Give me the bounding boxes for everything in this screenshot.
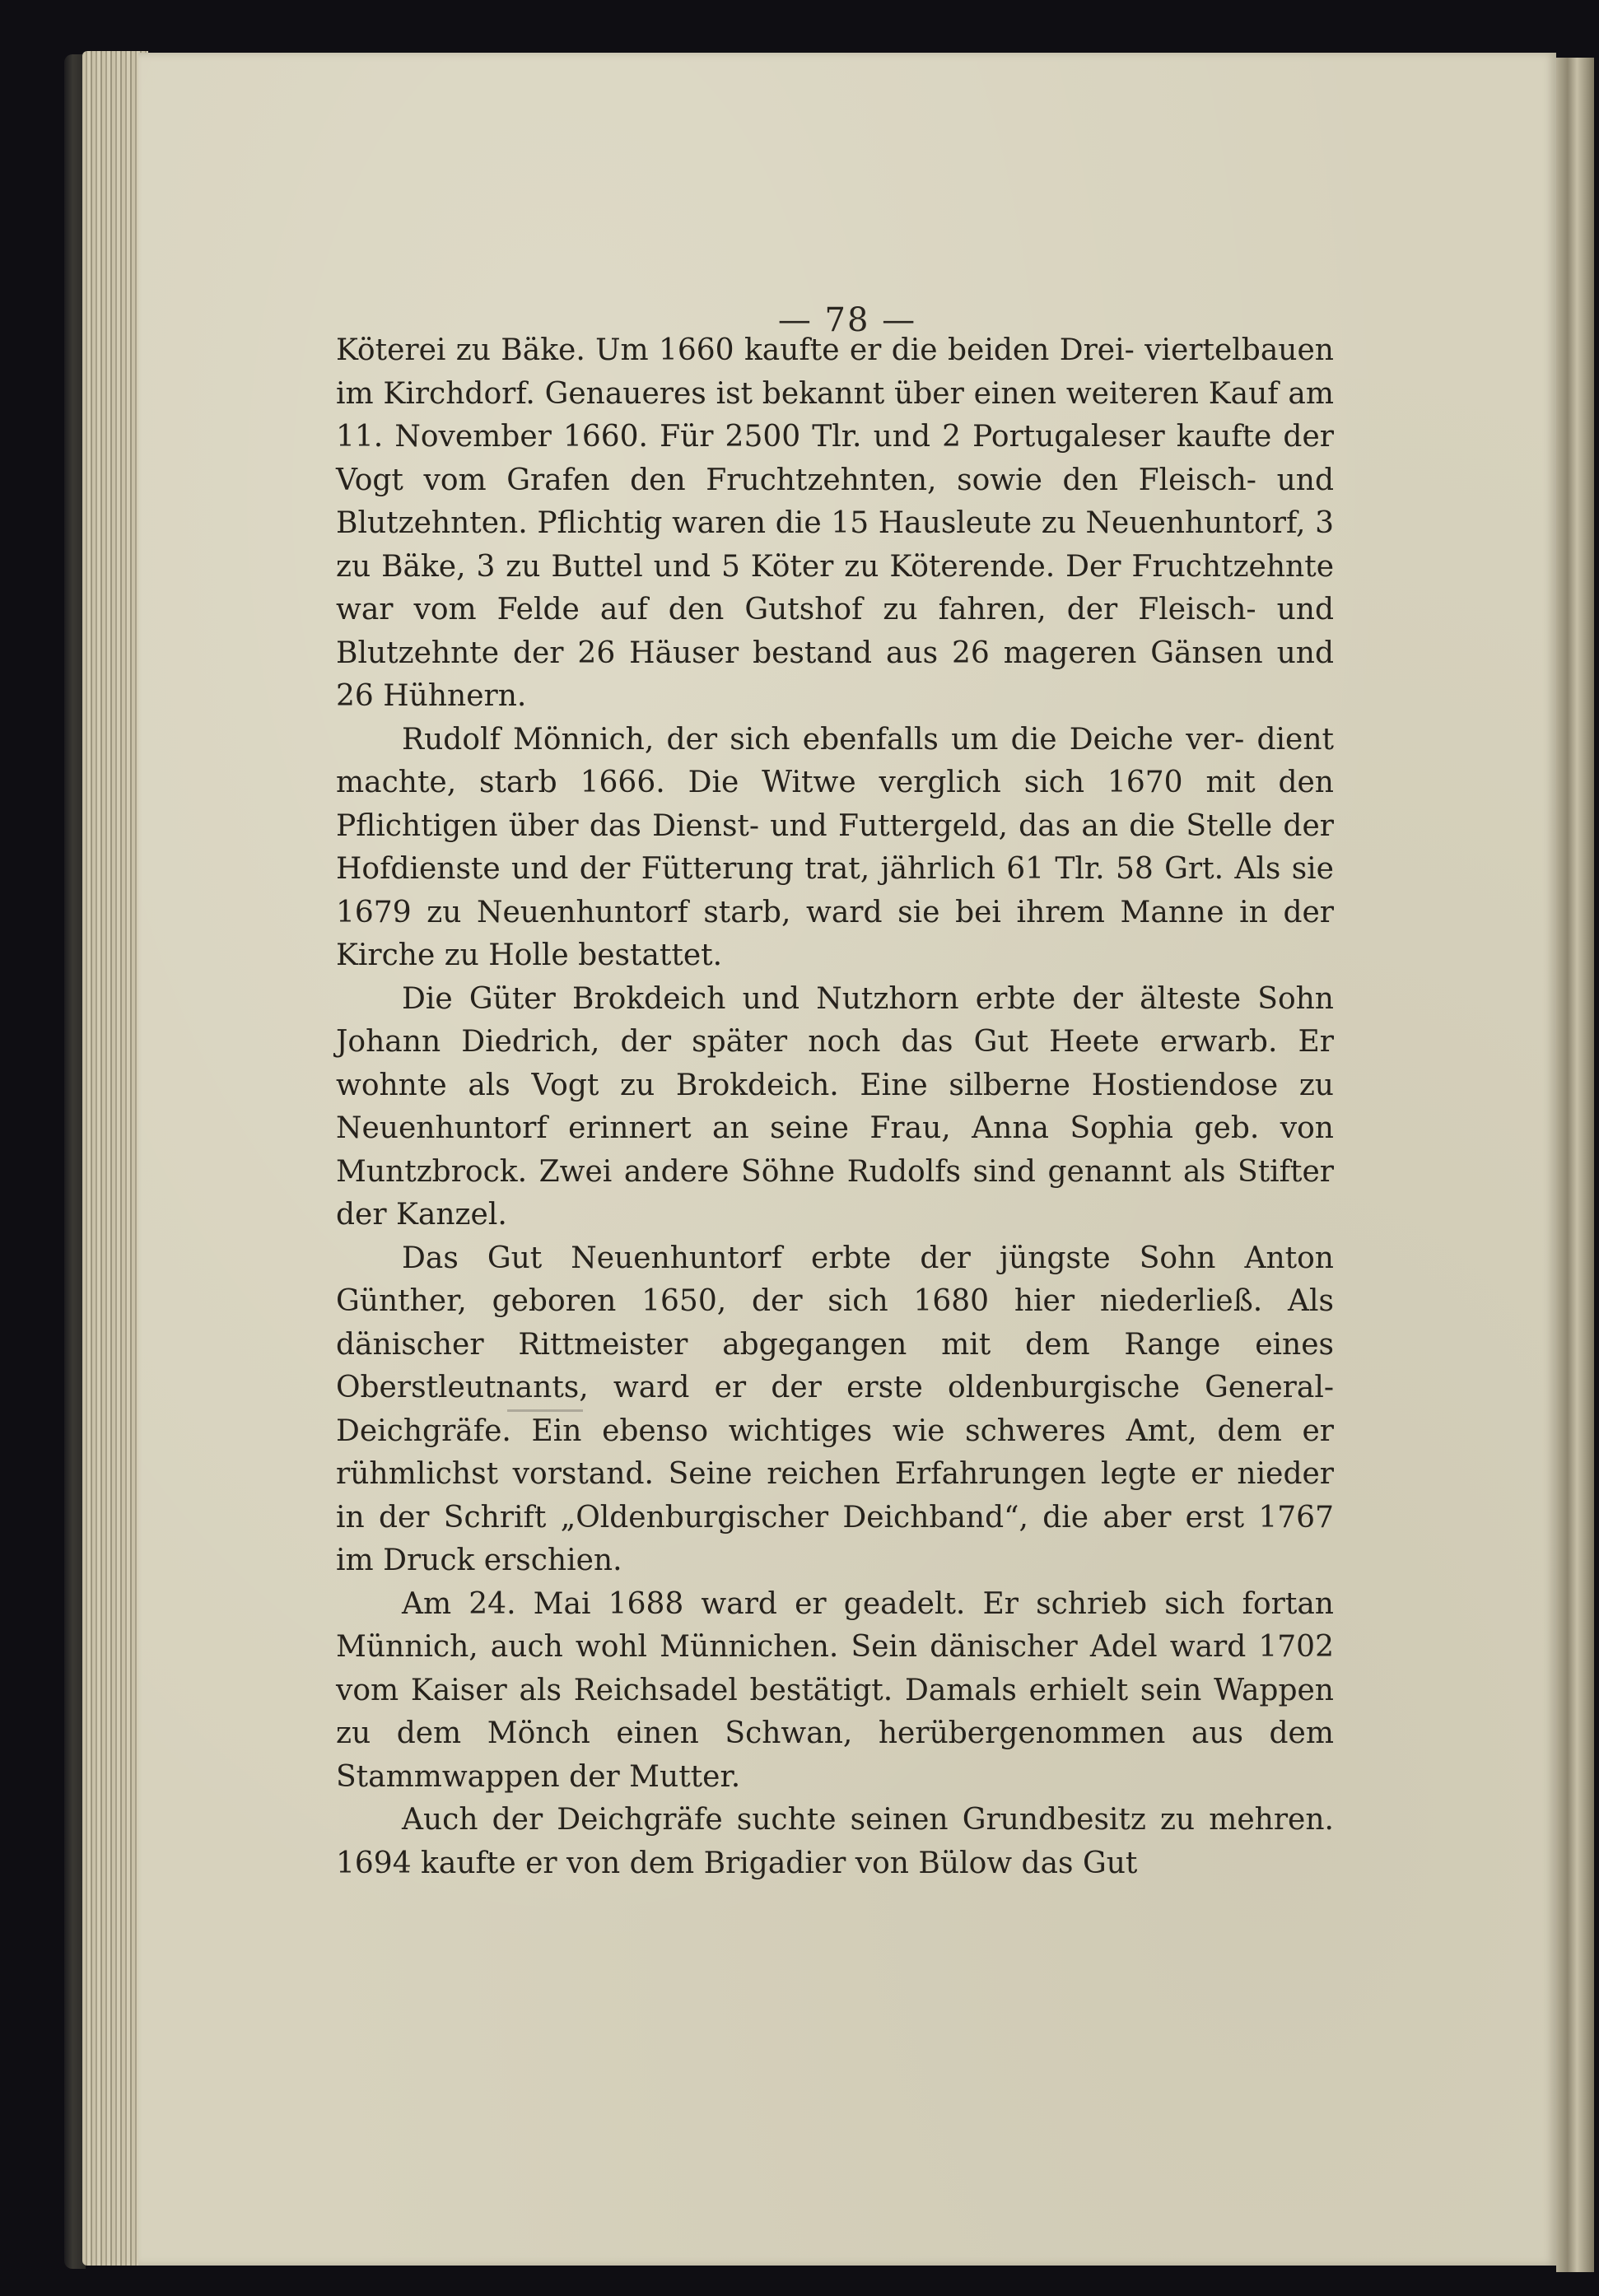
right-page-edge xyxy=(1556,58,1594,2272)
page-number: — 78 — xyxy=(777,301,917,339)
paragraph-1: Köterei zu Bäke. Um 1660 kaufte er die beiden Drei- viertelbauen im Kirchdorf. Genaueres ist bekannt über einen weiteren Kauf am 11. November 1660. Für 2500 Tlr. und 2 Portugaleser kaufte der Vogt vom Grafen den Fruchtzehnten, sowie den Fleisch- und Blutzehnten. Pflichtig waren die 15 Hausleute zu Neuenhuntorf, 3 zu Bäke, 3 zu Buttel und 5 Köter zu Köterende. Der Fruchtzehnte war vom Felde auf den Gutshof zu fahren, der Fleisch- und Blutzehnte der 26 Häuser bestand aus 26 mageren Gänsen und 26 Hühnern. xyxy=(336,333,1334,713)
paragraph-3: Die Güter Brokdeich und Nutzhorn erbte der älteste Sohn Johann Diedrich, der später noch das Gut Heete erwarb. Er wohnte als Vogt zu Brokdeich. Eine silberne Hostiendose zu Neuenhuntorf erinnert an seine Frau, Anna Sophia geb. von Muntzbrock. Zwei andere Söhne Rudolfs sind genannt als Stifter der Kanzel. xyxy=(336,981,1334,1232)
paragraph-4: Das Gut Neuenhuntorf erbte der jüngste Sohn Anton Günther, geboren 1650, der sich 1680 hier niederließ. Als dänischer Rittmeister abgegangen mit dem Range eines Oberstleutnants, ward er der erste oldenburgische General- Deichgräfe. Ein ebenso wichtiges wie schweres Amt, dem er rühmlichst vorstand. Seine reichen Erfahrungen legte er nieder in der Schrift „Oldenburgischer Deichband“, die aber erst 1767 im Druck erschien. xyxy=(336,1241,1334,1577)
body-text xyxy=(336,329,1334,1885)
paragraph-2: Rudolf Mönnich, der sich ebenfalls um die Deiche ver- dient machte, starb 1666. Die Witwe verglich sich 1670 mit den Pflichtigen über das Dienst- und Futtergeld, das an die Stelle der Hofdienste und der Fütterung trat, jährlich 61 Tlr. 58 Grt. Als sie 1679 zu Neuenhuntorf starb, ward sie bei ihrem Manne in der Kirche zu Holle bestattet. xyxy=(336,722,1334,972)
paragraph-6: Auch der Deichgräfe suchte seinen Grundbesitz zu mehren. 1694 kaufte er von dem Brigadier von Bülow das Gut xyxy=(336,1803,1334,1880)
paragraph-5: Am 24. Mai 1688 ward er geadelt. Er schrieb sich fortan Münnich, auch wohl Münnichen. Sein dänischer Adel ward 1702 vom Kaiser als Reichsadel bestätigt. Damals erhielt sein Wappen zu dem Mönch einen Schwan, herübergenommen aus dem Stammwappen der Mutter. xyxy=(336,1586,1334,1794)
